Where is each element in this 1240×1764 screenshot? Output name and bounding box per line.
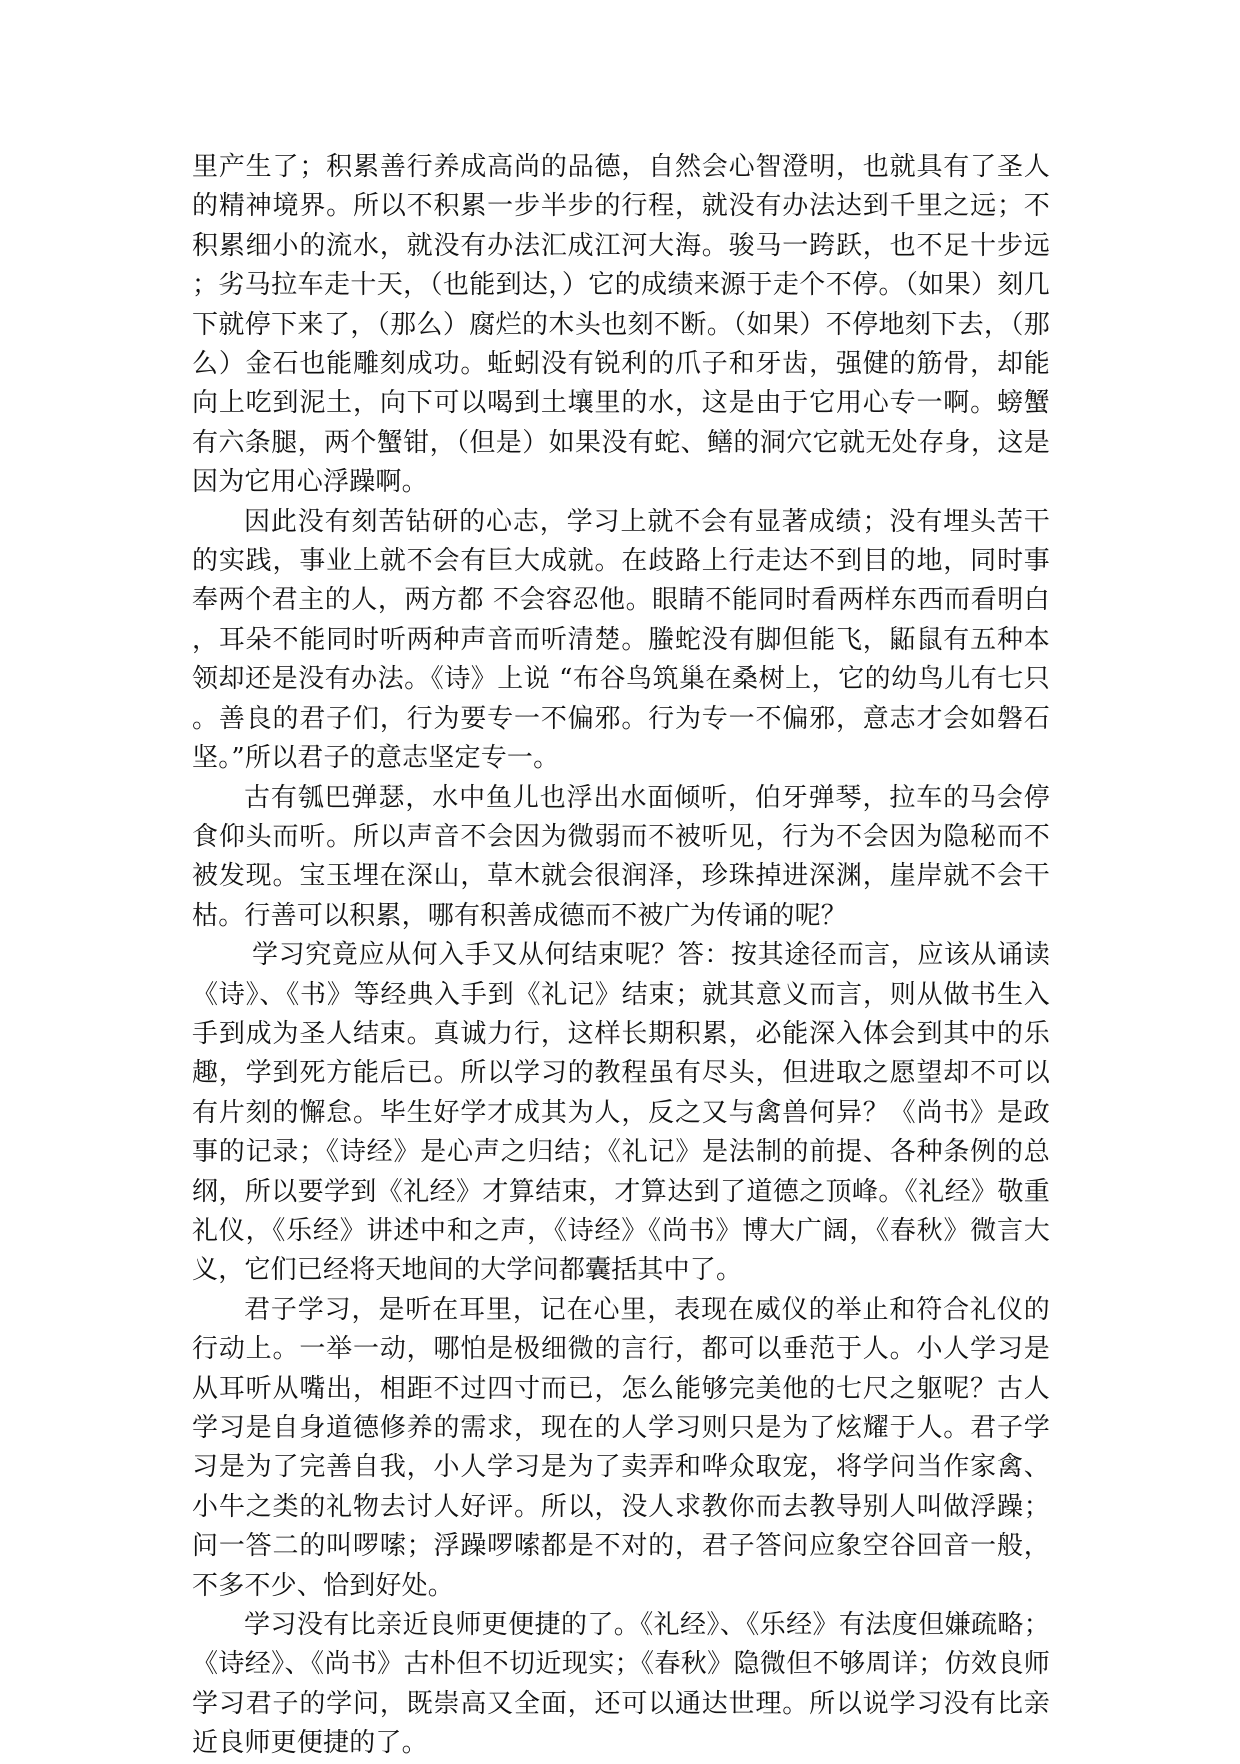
paragraph-1: 里产生了；积累善行养成高尚的品德，自然会心智澄明，也就具有了圣人的精神境界。所以不积累一步半步的行程，就没有办法达到千里之远；不积累细小的流水，就没有办法汇成江河大海。骏马一跨跃，也不足十步远；劣马拉车走十天，（也能到达，）它的成绩来源于走个不停。（如果）刻几下就停下来了，（那么）腐烂的木头也刻不断。（如果）不停地刻下去，（那么）金石也能雕刻成功。蚯蚓没有锐利的爪子和牙齿，强健的筋骨，却能向上吃到泥土，向下可以喝到土壤里的水，这是由于它用心专一啊。螃蟹有六条腿，两个蟹钳，（但是）如果没有蛇、鳝的洞穴它就无处存身，这是因为它用心浮躁啊。 [192,152,1050,498]
paragraph-5: 君子学习，是听在耳里，记在心里，表现在威仪的举止和符合礼仪的行动上。一举一动，哪怕是极细微的言行，都可以垂范于人。小人学习是从耳听从嘴出，相距不过四寸而已，怎么能够完美他的七尺之躯呢？古人学习是自身道德修养的需求，现在的人学习则只是为了炫耀于人。君子学习是为了完善自我，小人学习是为了卖弄和哗众取宠，将学问当作家禽、小牛之类的礼物去讨人好评。所以，没人求教你而去教导别人叫做浮躁；问一答二的叫啰嗦；浮躁啰嗦都是不对的，君子答问应象空谷回音一般，不多不少、恰到好处。 [192,1294,1050,1601]
paragraph-3: 古有瓠巴弹瑟，水中鱼儿也浮出水面倾听，伯牙弹琴，拉车的马会停食仰头而听。所以声音不会因为微弱而不被听见，行为不会因为隐秘而不被发现。宝玉埋在深山，草木就会很润泽，珍珠掉进深渊，崖岸就不会干枯。行善可以积累，哪有积善成德而不被广为传诵的呢？ [192,782,1050,931]
document-body [192,148,1050,1764]
paragraph-2: 因此没有刻苦钻研的心志，学习上就不会有显著成绩；没有埋头苦干的实践，事业上就不会有巨大成就。在歧路上行走达不到目的地，同时事奉两个君主的人，两方都 不会容忍他。眼睛不能同时看两样东西而看明白，耳朵不能同时听两种声音而听清楚。螣蛇没有脚但能飞，鼫鼠有五种本领却还是没有办法。《诗》上说 “布谷鸟筑巢在桑树上，它的幼鸟儿有七只。善良的君子们，行为要专一不偏邪。行为专一不偏邪，意志才会如磐石坚。”所以君子的意志坚定专一。 [192,506,1050,774]
paragraph-6: 学习没有比亲近良师更便捷的了。《礼经》、《乐经》有法度但嫌疏略；《诗经》、《尚书》古朴但不切近现实；《春秋》隐微但不够周详；仿效良师学习君子的学问，既崇高又全面，还可以通达世理。所以说学习没有比亲近良师更便捷的了。 [192,1610,1050,1759]
paragraph-4: 学习究竟应从何入手又从何结束呢？答：按其途径而言，应该从诵读《诗》、《书》等经典入手到《礼记》结束；就其意义而言，则从做书生入手到成为圣人结束。真诚力行，这样长期积累，必能深入体会到其中的乐趣，学到死方能后已。所以学习的教程虽有尽头，但进取之愿望却不可以有片刻的懈怠。毕生好学才成其为人，反之又与禽兽何异？《尚书》是政事的记录；《诗经》是心声之归结；《礼记》是法制的前提、各种条例的总纲，所以要学到《礼经》才算结束，才算达到了道德之顶峰。《礼经》敬重礼仪，《乐经》讲述中和之声，《诗经》《尚书》博大广阔，《春秋》微言大义，它们已经将天地间的大学问都囊括其中了。 [192,940,1050,1286]
